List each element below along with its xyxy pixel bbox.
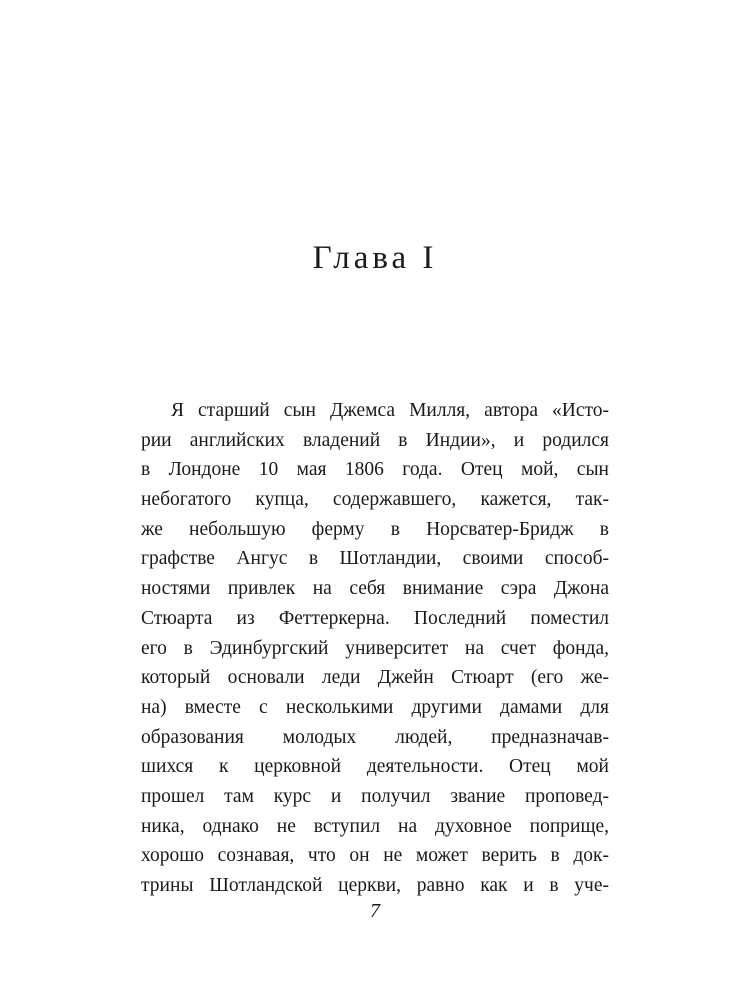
page-number: 7	[370, 900, 380, 922]
text-line: ностями привлек на себя внимание сэра Джона	[141, 578, 609, 600]
chapter-title: Глава I	[312, 240, 438, 277]
text-line: небогатого купца, содержавшего, кажется, так-	[141, 489, 609, 511]
text-line: образования молодых людей, предназначав-	[141, 726, 609, 748]
text-line: его в Эдинбургский университет на счет фонда,	[141, 637, 609, 659]
text-line: шихся к церковной деятельности. Отец мой	[141, 756, 609, 778]
body-paragraph	[141, 396, 609, 901]
text-line: ника, однако не вступил на духовное поприще,	[141, 815, 609, 837]
text-line: графстве Ангус в Шотландии, своими способ-	[141, 548, 609, 570]
text-line: на) вместе с несколькими другими дамами для	[141, 696, 609, 718]
text-line: в Лондоне 10 мая 1806 года. Отец мой, сын	[141, 459, 609, 481]
text-line: рии английских владений в Индии», и родился	[141, 429, 609, 451]
text-line: который основали леди Джейн Стюарт (его же-	[141, 667, 609, 689]
text-line: хорошо сознавая, что он не может верить в док-	[141, 845, 609, 867]
text-line: же небольшую ферму в Норсватер-Бридж в	[141, 518, 609, 540]
text-line: Стюарта из Феттеркерна. Последний поместил	[141, 607, 609, 629]
text-line: трины Шотландской церкви, равно как и в уче-	[141, 875, 609, 896]
text-line: прошел там курс и получил звание проповед-	[141, 785, 609, 807]
text-line: Я старший сын Джемса Милля, автора «Исто-	[171, 400, 609, 421]
